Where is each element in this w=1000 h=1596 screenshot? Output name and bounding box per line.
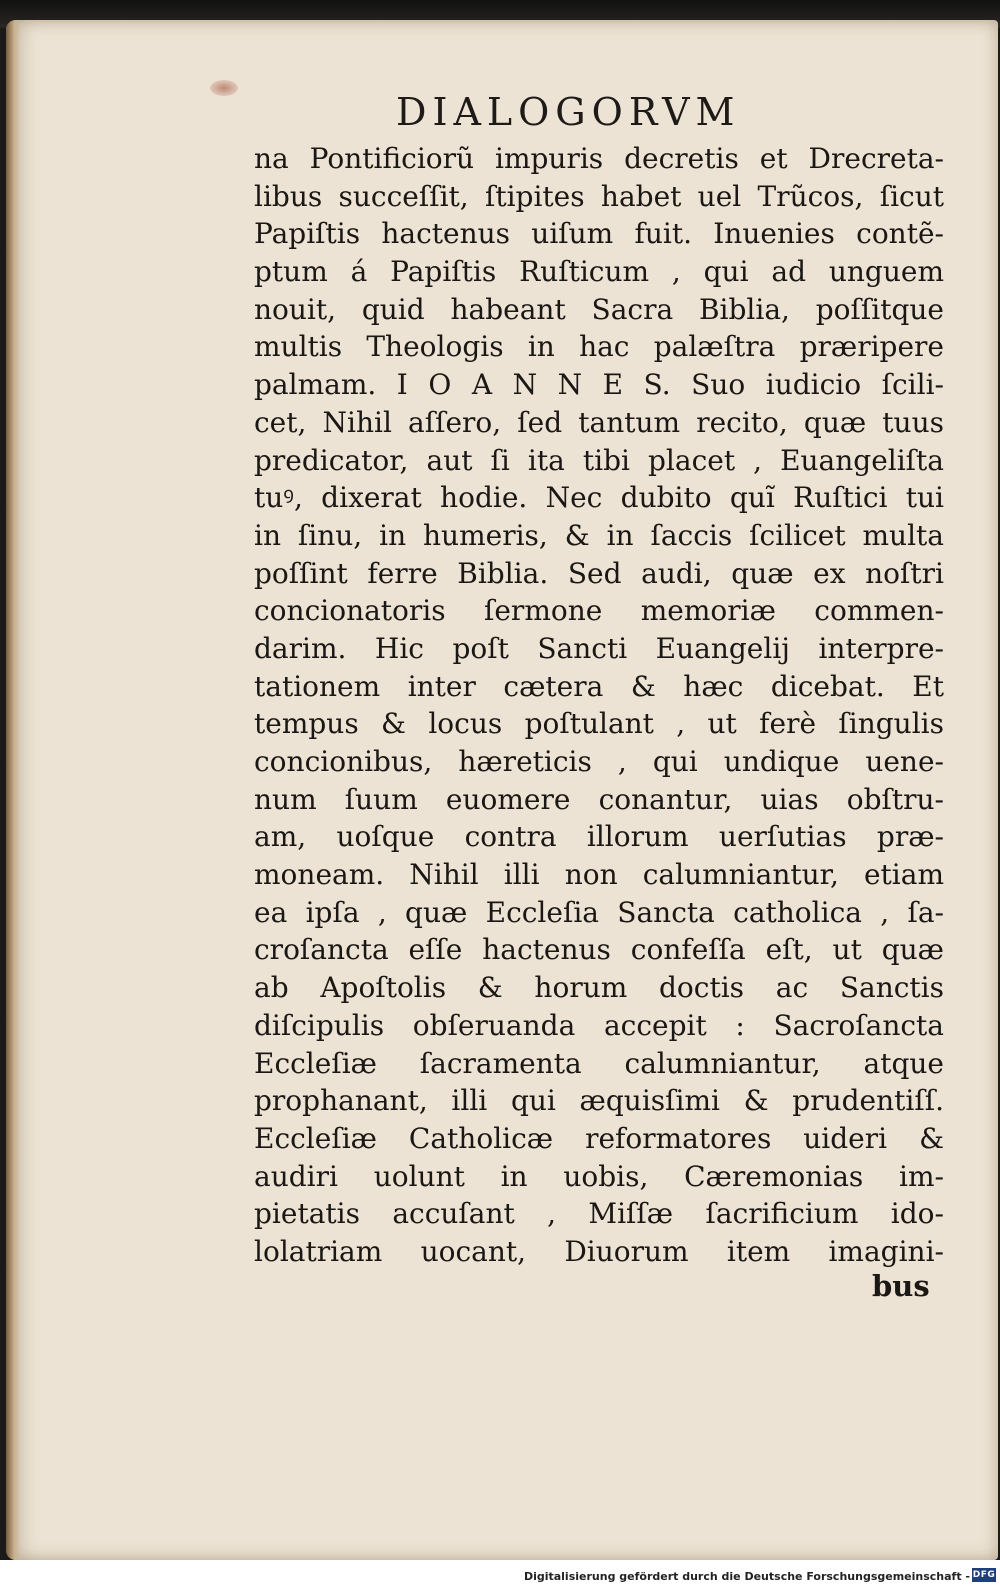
text-line: tempus & locus poſtulant , ut ferè ſingulis	[254, 707, 944, 741]
text-line: pietatis accuſant , Miſſæ ſacrificium ido-	[254, 1197, 944, 1231]
text-line: concionibus, hæreticis , qui undique uene-	[254, 745, 944, 778]
text-line: na Pontificiorũ impuris decretis et Drecreta-	[254, 142, 944, 175]
running-head: DIALOGORVM	[396, 90, 741, 134]
text-line: ab Apoſtolis & horum doctis ac Sanctis	[254, 971, 944, 1005]
text-line: cet, Nihil aſſero, ſed tantum recito, quæ tuus	[254, 405, 944, 439]
text-line: in ſinu, in humeris, & in ſaccis ſcilicet multa	[254, 518, 944, 552]
text-line: multis Theologis in hac palæſtra præripere	[254, 330, 944, 364]
dfg-logo: DFG	[972, 1570, 996, 1580]
text-line: audiri uolunt in uobis, Cæremonias im-	[254, 1159, 944, 1193]
text-line: Papiſtis hactenus uiſum fuit. Inuenies contẽ-	[254, 217, 944, 251]
digitization-footer	[0, 1560, 1000, 1596]
text-line: concionatoris ſermone memoriæ commen-	[254, 594, 944, 628]
text-line: Eccleſiæ ſacramenta calumniantur, atque	[254, 1046, 944, 1080]
text-line: darim. Hic poſt Sancti Euangelij interpre-	[254, 631, 944, 665]
text-line: ea ipſa , quæ Eccleſia Sancta catholica , ſa-	[254, 895, 944, 929]
text-line: palmam. I O A N N E S. Suo iudicio ſcili-	[254, 368, 944, 402]
ink-stain	[210, 80, 238, 96]
text-line: am, uoſque contra illorum uerſutias præ-	[254, 820, 944, 854]
text-line: croſancta eſſe hactenus confeſſa eſt, ut quæ	[254, 933, 944, 967]
text-line: predicator, aut ſi ita tibi placet , Euangeliſta	[254, 443, 944, 477]
text-line: moneam. Nihil illi non calumniantur, etiam	[254, 858, 944, 892]
text-line: tationem inter cætera & hæc dicebat. Et	[254, 669, 944, 703]
text-line: prophanant, illi qui æquisſimi & prudentiſſ.	[254, 1084, 944, 1118]
text-line: Eccleſiæ Catholicæ reformatores uideri &	[254, 1121, 944, 1155]
text-line: num ſuum euomere conantur, uias obſtru-	[254, 782, 944, 816]
text-line: diſcipulis obſeruanda accepit : Sacroſancta	[254, 1008, 944, 1042]
text-line: ptum á Papiſtis Ruſticum , qui ad unguem	[254, 255, 944, 289]
text-line: libus succeſſit, ſtipites habet uel Trũcos, ſicut	[254, 179, 944, 213]
text-block	[254, 140, 944, 1271]
text-line: tuꝰ, dixerat hodie. Nec dubito quĩ Ruſtici tui	[254, 481, 944, 515]
text-line: poſſint ferre Biblia. Sed audi, quæ ex noſtri	[254, 556, 944, 590]
funding-credit: Digitalisierung gefördert durch die Deutsche Forschungsgemeinschaft -	[523, 1570, 970, 1583]
text-line: lolatriam uocant, Diuorum item imagini-	[254, 1234, 944, 1268]
text-line: nouit, quid habeant Sacra Biblia, poſſitque	[254, 292, 944, 326]
catchword: bus	[872, 1269, 930, 1303]
